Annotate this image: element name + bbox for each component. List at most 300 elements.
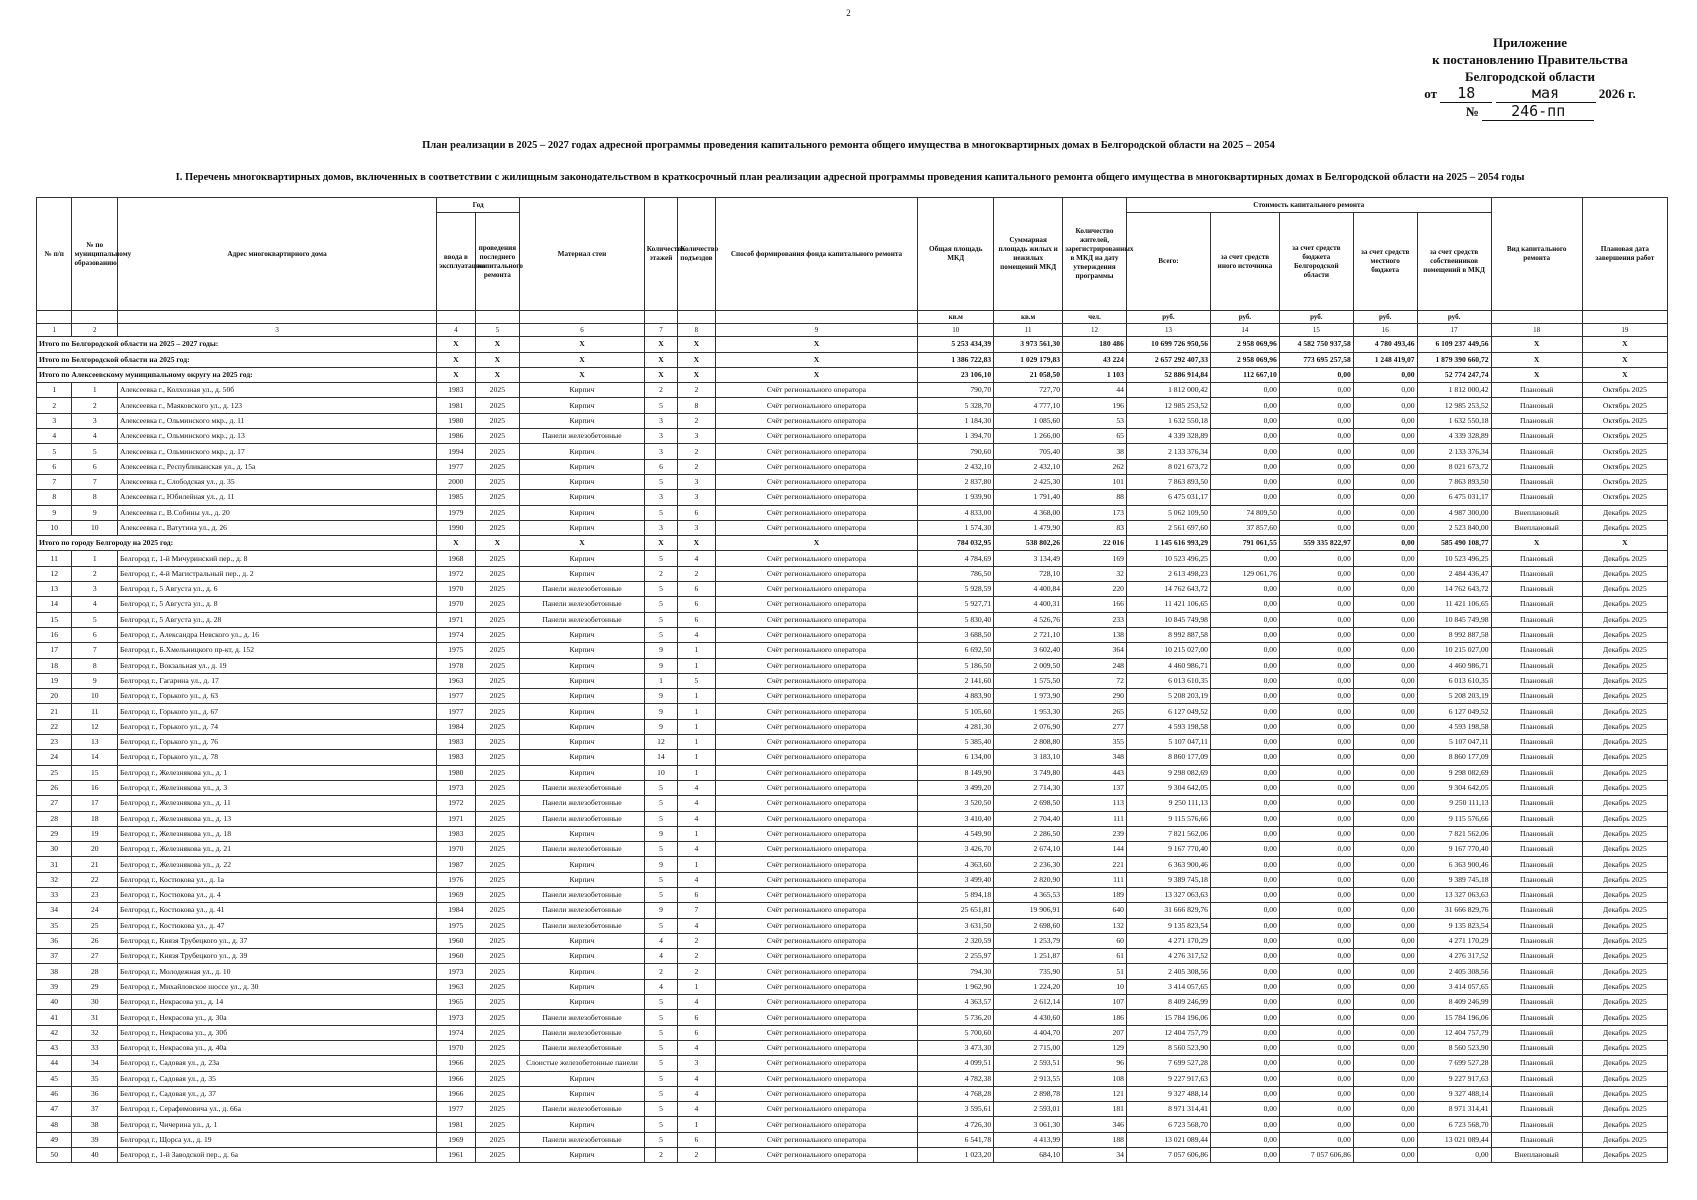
table-cell: 0,00 <box>1353 1102 1417 1117</box>
table-cell: Плановый <box>1491 995 1582 1010</box>
table-cell: 0,00 <box>1210 719 1279 734</box>
table-cell: 2025 <box>475 673 520 688</box>
table-cell: Панели железобетонные <box>520 1025 645 1040</box>
total-cell: 773 695 257,58 <box>1279 352 1353 367</box>
table-cell: 265 <box>1063 704 1127 719</box>
table-cell: Алексеевка г., Слободская ул., д. 35 <box>118 474 437 489</box>
table-cell: 0,00 <box>1353 566 1417 581</box>
table-cell: 36 <box>37 933 72 948</box>
table-cell: 2025 <box>475 918 520 933</box>
table-cell: 1972 <box>437 796 475 811</box>
table-cell: 107 <box>1063 995 1127 1010</box>
table-cell: 53 <box>1063 413 1127 428</box>
table-cell: 2 698,50 <box>994 796 1063 811</box>
table-cell: Плановый <box>1491 429 1582 444</box>
table-cell: 16 <box>37 627 72 642</box>
table-cell: Кирпич <box>520 1086 645 1101</box>
header-mun-num: № по муниципальному образованию <box>72 198 118 311</box>
table-cell: Счёт регионального оператора <box>715 1102 918 1117</box>
table-cell: Счёт регионального оператора <box>715 857 918 872</box>
table-cell: 15 <box>37 612 72 627</box>
table-cell: 5 <box>644 842 677 857</box>
total-row <box>37 337 1668 352</box>
total-cell: X <box>678 352 715 367</box>
table-cell: 4 593 198,58 <box>1417 719 1491 734</box>
table-cell: 88 <box>1063 490 1127 505</box>
table-cell: 7 057 606,86 <box>1279 1148 1353 1163</box>
table-cell: Плановый <box>1491 1010 1582 1025</box>
table-cell: Счёт регионального оператора <box>715 704 918 719</box>
table-cell: 9 304 642,05 <box>1126 780 1210 795</box>
table-row <box>37 1056 1668 1071</box>
table-cell: 0,00 <box>1210 1040 1279 1055</box>
table-cell: 5 107 047,11 <box>1126 735 1210 750</box>
table-cell: Белгород г., Железнякова ул., д. 11 <box>118 796 437 811</box>
table-cell: 8 <box>678 398 715 413</box>
table-cell: Октябрь 2025 <box>1582 490 1667 505</box>
table-cell: Декабрь 2025 <box>1582 918 1667 933</box>
table-cell: 0,00 <box>1353 1071 1417 1086</box>
table-cell: 1 253,79 <box>994 933 1063 948</box>
table-cell: 1966 <box>437 1071 475 1086</box>
table-cell: Октябрь 2025 <box>1582 383 1667 398</box>
table-cell: 248 <box>1063 658 1127 673</box>
table-cell: 101 <box>1063 474 1127 489</box>
unit-cell: чел. <box>1063 311 1127 324</box>
table-cell: Счёт регионального оператора <box>715 612 918 627</box>
table-row <box>37 673 1668 688</box>
table-cell: Декабрь 2025 <box>1582 979 1667 994</box>
table-cell: 0,00 <box>1210 1117 1279 1132</box>
table-cell: 4 987 300,00 <box>1417 505 1491 520</box>
header-year-group: Год <box>437 198 520 213</box>
table-cell: 1 251,87 <box>994 949 1063 964</box>
table-cell: Плановый <box>1491 673 1582 688</box>
total-cell: X <box>475 337 520 352</box>
table-cell: 2025 <box>475 796 520 811</box>
table-cell: Счёт регионального оператора <box>715 673 918 688</box>
table-cell: 0,00 <box>1279 995 1353 1010</box>
table-cell: 0,00 <box>1353 964 1417 979</box>
table-cell: 0,00 <box>1353 949 1417 964</box>
total-cell: X <box>437 536 475 551</box>
table-cell: 5 <box>644 1117 677 1132</box>
table-cell: 1978 <box>437 658 475 673</box>
total-cell: 43 224 <box>1063 352 1127 367</box>
table-row <box>37 582 1668 597</box>
table-cell: 2025 <box>475 979 520 994</box>
table-cell: 2 820,90 <box>994 872 1063 887</box>
table-cell: Плановый <box>1491 1132 1582 1147</box>
table-cell: 0,00 <box>1279 750 1353 765</box>
total-cell: 112 667,10 <box>1210 367 1279 382</box>
header-repair-type: Вид капитального ремонта <box>1491 198 1582 311</box>
table-cell: 132 <box>1063 918 1127 933</box>
table-cell: 5 <box>644 1025 677 1040</box>
table-cell: 0,00 <box>1353 887 1417 902</box>
table-cell: 1 <box>678 750 715 765</box>
table-cell: 6 723 568,70 <box>1417 1117 1491 1132</box>
table-cell: Белгород г., Князя Трубецкого ул., д. 39 <box>118 949 437 964</box>
table-cell: 13 327 063,63 <box>1417 887 1491 902</box>
table-cell: 728,10 <box>994 566 1063 581</box>
table-cell: 8 <box>37 490 72 505</box>
table-cell: 20 <box>72 842 118 857</box>
table-cell: 2 <box>678 1148 715 1163</box>
table-cell: 1 632 550,18 <box>1126 413 1210 428</box>
table-body <box>37 337 1668 1163</box>
table-cell: 5 <box>37 444 72 459</box>
table-cell: Панели железобетонные <box>520 780 645 795</box>
table-cell: Декабрь 2025 <box>1582 1025 1667 1040</box>
table-cell: 1994 <box>437 444 475 459</box>
table-cell: 2025 <box>475 1010 520 1025</box>
table-cell: Счёт регионального оператора <box>715 811 918 826</box>
table-cell: 355 <box>1063 735 1127 750</box>
table-cell: 9 <box>644 704 677 719</box>
table-cell: Кирпич <box>520 474 645 489</box>
table-cell: 0,00 <box>1417 1148 1491 1163</box>
table-cell: 37 <box>72 1102 118 1117</box>
table-cell: Счёт регионального оператора <box>715 1025 918 1040</box>
table-cell: 2025 <box>475 872 520 887</box>
table-cell: 0,00 <box>1279 704 1353 719</box>
total-cell: X <box>520 352 645 367</box>
table-cell: 6 <box>678 1010 715 1025</box>
table-cell: 1981 <box>437 398 475 413</box>
table-cell: 47 <box>37 1102 72 1117</box>
table-cell: 5 <box>644 1132 677 1147</box>
table-cell: Белгород г., Гагарина ул., д. 17 <box>118 673 437 688</box>
table-cell: 0,00 <box>1210 780 1279 795</box>
table-cell: 0,00 <box>1279 1010 1353 1025</box>
table-cell: 28 <box>72 964 118 979</box>
table-row <box>37 1040 1668 1055</box>
table-cell: 0,00 <box>1279 1056 1353 1071</box>
appendix-number <box>1395 103 1665 121</box>
table-cell: 4 276 317,52 <box>1126 949 1210 964</box>
table-cell: 4 <box>37 429 72 444</box>
table-cell: 9 250 111,13 <box>1417 796 1491 811</box>
table-cell: 2025 <box>475 566 520 581</box>
table-cell: 5 <box>644 551 677 566</box>
table-cell: 3 <box>644 444 677 459</box>
table-cell: 21 <box>37 704 72 719</box>
table-cell: Счёт регионального оператора <box>715 597 918 612</box>
table-cell: 5 062 109,50 <box>1126 505 1210 520</box>
table-cell: 2 <box>678 383 715 398</box>
table-cell: 0,00 <box>1210 735 1279 750</box>
table-cell: 44 <box>1063 383 1127 398</box>
table-cell: Декабрь 2025 <box>1582 872 1667 887</box>
table-cell: 6 <box>37 459 72 474</box>
table-cell: 196 <box>1063 398 1127 413</box>
table-cell: 2025 <box>475 505 520 520</box>
unit-cell: руб. <box>1126 311 1210 324</box>
table-cell: 1977 <box>437 1102 475 1117</box>
table-cell: 1 <box>678 643 715 658</box>
table-cell: 4 <box>678 918 715 933</box>
table-cell: 5 <box>644 872 677 887</box>
table-cell: 121 <box>1063 1086 1127 1101</box>
table-cell: 0,00 <box>1210 979 1279 994</box>
number-value: 246-пп <box>1482 103 1594 121</box>
table-cell: 10 523 496,25 <box>1126 551 1210 566</box>
table-cell: 189 <box>1063 887 1127 902</box>
table-cell: 12 985 253,52 <box>1126 398 1210 413</box>
table-row <box>37 842 1668 857</box>
table-cell: 3 <box>72 413 118 428</box>
table-cell: Плановый <box>1491 1071 1582 1086</box>
table-cell: Кирпич <box>520 459 645 474</box>
table-cell: Октябрь 2025 <box>1582 474 1667 489</box>
table-cell: Панели железобетонные <box>520 1102 645 1117</box>
table-cell: 2025 <box>475 857 520 872</box>
table-cell: Внеплановый <box>1491 1148 1582 1163</box>
table-cell: Декабрь 2025 <box>1582 673 1667 688</box>
table-cell: 0,00 <box>1353 979 1417 994</box>
table-cell: Декабрь 2025 <box>1582 780 1667 795</box>
table-cell: 108 <box>1063 1071 1127 1086</box>
table-cell: 28 <box>37 811 72 826</box>
table-cell: 173 <box>1063 505 1127 520</box>
table-cell: 8 409 246,99 <box>1417 995 1491 1010</box>
table-cell: 0,00 <box>1279 1117 1353 1132</box>
table-cell: Счёт регионального оператора <box>715 719 918 734</box>
table-cell: Алексеевка г., Юбилейная ул., д. 11 <box>118 490 437 505</box>
table-cell: Счёт регионального оператора <box>715 995 918 1010</box>
total-cell: 1 879 390 660,72 <box>1417 352 1491 367</box>
table-cell: 3 414 057,65 <box>1126 979 1210 994</box>
table-cell: Внеплановый <box>1491 520 1582 535</box>
table-cell: 1976 <box>437 872 475 887</box>
total-cell: X <box>715 337 918 352</box>
unit-cell: руб. <box>1279 311 1353 324</box>
date-month: мая <box>1496 85 1596 103</box>
table-row <box>37 520 1668 535</box>
table-cell: 5 <box>644 1040 677 1055</box>
table-cell: 5 <box>644 612 677 627</box>
table-cell: 0,00 <box>1353 1025 1417 1040</box>
table-cell: 0,00 <box>1279 398 1353 413</box>
table-cell: Счёт регионального оператора <box>715 505 918 520</box>
table-cell: 4 339 328,89 <box>1417 429 1491 444</box>
table-cell: 25 <box>37 765 72 780</box>
table-cell: 1987 <box>437 857 475 872</box>
table-cell: 2 <box>72 566 118 581</box>
table-row <box>37 1148 1668 1163</box>
table-cell: 0,00 <box>1279 903 1353 918</box>
table-cell: 4 460 986,71 <box>1126 658 1210 673</box>
header-address: Адрес многоквартирного дома <box>118 198 437 311</box>
table-cell: 9 389 745,18 <box>1417 872 1491 887</box>
table-cell: 1 962,90 <box>918 979 994 994</box>
table-cell: 31 <box>37 857 72 872</box>
table-cell: Белгород г., Некрасова ул., д. 14 <box>118 995 437 1010</box>
table-cell: Декабрь 2025 <box>1582 933 1667 948</box>
table-cell: 51 <box>1063 964 1127 979</box>
table-cell: 0,00 <box>1353 796 1417 811</box>
table-cell: Плановый <box>1491 765 1582 780</box>
table-cell: 0,00 <box>1210 750 1279 765</box>
table-cell: 2025 <box>475 627 520 642</box>
total-cell: X <box>1582 337 1667 352</box>
total-cell: X <box>678 367 715 382</box>
table-cell: 2 425,30 <box>994 474 1063 489</box>
table-cell: Кирпич <box>520 704 645 719</box>
table-cell: 9 <box>644 719 677 734</box>
table-cell: 221 <box>1063 857 1127 872</box>
table-cell: 4 271 170,29 <box>1126 933 1210 948</box>
table-cell: 2025 <box>475 398 520 413</box>
table-cell: 3 <box>644 413 677 428</box>
address-program-table <box>36 197 1668 1163</box>
table-cell: 4 549,90 <box>918 826 994 841</box>
table-cell: 5 <box>644 1056 677 1071</box>
table-cell: 13 <box>72 735 118 750</box>
column-number: 19 <box>1582 324 1667 337</box>
table-cell: 1 575,50 <box>994 673 1063 688</box>
table-cell: 0,00 <box>1210 627 1279 642</box>
table-cell: 0,00 <box>1279 780 1353 795</box>
table-cell: 5 105,60 <box>918 704 994 719</box>
table-cell: 1 184,30 <box>918 413 994 428</box>
table-cell: 4 <box>678 796 715 811</box>
table-cell: 1977 <box>437 459 475 474</box>
table-cell: 1974 <box>437 1025 475 1040</box>
table-row <box>37 826 1668 841</box>
table-cell: 0,00 <box>1279 413 1353 428</box>
column-number: 1 <box>37 324 72 337</box>
header-planned-date: Плановая дата завершения работ <box>1582 198 1667 311</box>
table-cell: 3 414 057,65 <box>1417 979 1491 994</box>
table-cell: 7 <box>678 903 715 918</box>
table-cell: 0,00 <box>1279 520 1353 535</box>
table-cell: 2025 <box>475 1040 520 1055</box>
table-cell: 2025 <box>475 444 520 459</box>
table-cell: 3 410,40 <box>918 811 994 826</box>
table-cell: 5 107 047,11 <box>1417 735 1491 750</box>
table-cell: 1969 <box>437 887 475 902</box>
table-cell: 0,00 <box>1210 842 1279 857</box>
table-cell: Кирпич <box>520 750 645 765</box>
table-cell: Декабрь 2025 <box>1582 582 1667 597</box>
table-cell: 0,00 <box>1353 474 1417 489</box>
table-row <box>37 627 1668 642</box>
table-cell: Декабрь 2025 <box>1582 597 1667 612</box>
table-cell: 26 <box>72 933 118 948</box>
table-cell: 1980 <box>437 765 475 780</box>
table-cell: 1 085,60 <box>994 413 1063 428</box>
total-cell: 52 774 247,74 <box>1417 367 1491 382</box>
table-cell: 32 <box>37 872 72 887</box>
table-cell: 0,00 <box>1353 1040 1417 1055</box>
header-cost-group: Стоимость капитального ремонта <box>1126 198 1491 213</box>
table-cell: 65 <box>1063 429 1127 444</box>
table-cell: 10 <box>1063 979 1127 994</box>
table-row <box>37 704 1668 719</box>
column-number: 10 <box>918 324 994 337</box>
table-cell: 8 992 887,58 <box>1126 627 1210 642</box>
table-cell: 0,00 <box>1279 612 1353 627</box>
table-cell: 10 215 027,00 <box>1417 643 1491 658</box>
table-cell: 137 <box>1063 780 1127 795</box>
table-cell: 207 <box>1063 1025 1127 1040</box>
table-cell: 2 <box>644 383 677 398</box>
table-cell: 4 526,76 <box>994 612 1063 627</box>
table-cell: 33 <box>37 887 72 902</box>
total-cell: X <box>437 352 475 367</box>
table-cell: Плановый <box>1491 826 1582 841</box>
table-cell: 0,00 <box>1353 627 1417 642</box>
table-row <box>37 459 1668 474</box>
table-cell: 34 <box>1063 1148 1127 1163</box>
header-entrances: Количество подъездов <box>678 198 715 311</box>
column-number: 4 <box>437 324 475 337</box>
table-cell: 2 141,60 <box>918 673 994 688</box>
table-cell: Плановый <box>1491 413 1582 428</box>
table-row <box>37 1117 1668 1132</box>
table-cell: 2025 <box>475 1148 520 1163</box>
table-cell: Панели железобетонные <box>520 887 645 902</box>
table-cell: Белгород г., Железнякова ул., д. 3 <box>118 780 437 795</box>
table-cell: 5 208 203,19 <box>1126 689 1210 704</box>
table-cell: Кирпич <box>520 979 645 994</box>
table-cell: 3 631,50 <box>918 918 994 933</box>
column-number: 3 <box>118 324 437 337</box>
table-cell: 0,00 <box>1279 490 1353 505</box>
appendix-date <box>1395 85 1665 103</box>
table-row <box>37 735 1668 750</box>
table-cell: 4 768,28 <box>918 1086 994 1101</box>
table-cell: Кирпич <box>520 383 645 398</box>
total-cell: 3 973 561,30 <box>994 337 1063 352</box>
table-cell: Панели железобетонные <box>520 582 645 597</box>
table-cell: 83 <box>1063 520 1127 535</box>
table-cell: 794,30 <box>918 964 994 979</box>
total-cell: 0,00 <box>1279 367 1353 382</box>
table-cell: 4 363,60 <box>918 857 994 872</box>
total-cell: 585 490 108,77 <box>1417 536 1491 551</box>
table-cell: 13 <box>37 582 72 597</box>
column-number: 18 <box>1491 324 1582 337</box>
table-cell: 12 404 757,79 <box>1417 1025 1491 1040</box>
table-cell: Декабрь 2025 <box>1582 551 1667 566</box>
table-cell: Счёт регионального оператора <box>715 658 918 673</box>
table-cell: 9 <box>72 505 118 520</box>
table-cell: Белгород г., Горького ул., д. 67 <box>118 704 437 719</box>
table-cell: Счёт регионального оператора <box>715 1086 918 1101</box>
table-row <box>37 689 1668 704</box>
table-cell: Декабрь 2025 <box>1582 627 1667 642</box>
table-cell: 5 <box>644 1071 677 1086</box>
table-cell: 0,00 <box>1210 474 1279 489</box>
table-cell: 0,00 <box>1210 551 1279 566</box>
table-cell: 5 700,60 <box>918 1025 994 1040</box>
table-cell: Плановый <box>1491 1086 1582 1101</box>
table-cell: 0,00 <box>1210 1010 1279 1025</box>
table-cell: 10 <box>644 765 677 780</box>
table-cell: Счёт регионального оператора <box>715 1117 918 1132</box>
table-cell: Белгород г., Костюкова ул., д. 4 <box>118 887 437 902</box>
table-cell: 2025 <box>475 689 520 704</box>
table-cell: Белгород г., 5 Августа ул., д. 6 <box>118 582 437 597</box>
total-row <box>37 352 1668 367</box>
table-cell: 7 863 893,50 <box>1417 474 1491 489</box>
table-cell: Плановый <box>1491 842 1582 857</box>
table-cell: 0,00 <box>1353 398 1417 413</box>
table-cell: 3 <box>644 429 677 444</box>
